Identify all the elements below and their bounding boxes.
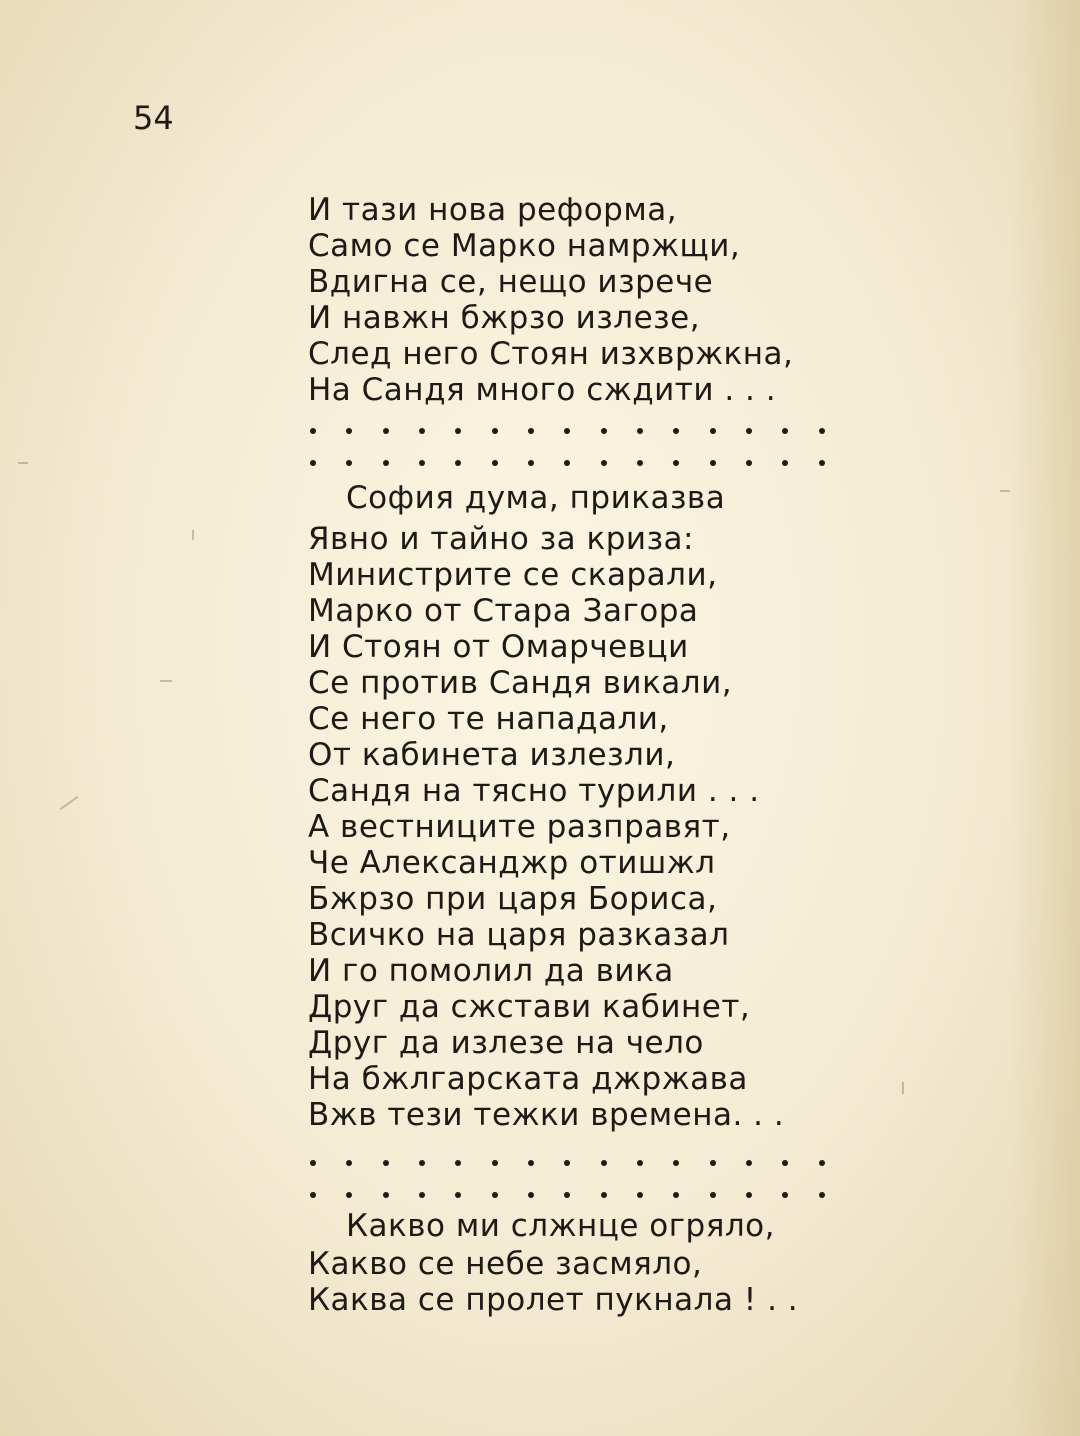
- poem-line: Каква се пролет пукнала ! . .: [308, 1282, 799, 1318]
- poem-line: Друг да излезе на чело: [308, 1025, 704, 1061]
- poem-line: Марко от Стара Загора: [308, 593, 699, 629]
- poem-line: Се против Сандя викали,: [308, 665, 733, 701]
- poem-line: Министрите се скарали,: [308, 557, 718, 593]
- dotted-separator: [310, 1192, 825, 1204]
- page-number: 54: [133, 99, 174, 137]
- poem-line: След него Стоян изхвржкна,: [308, 336, 794, 372]
- poem-line: Че Александжр отишжл: [308, 845, 716, 881]
- dotted-separator: [310, 428, 825, 440]
- paper-speck: [192, 530, 194, 540]
- poem-line: Явно и тайно за криза:: [308, 521, 694, 557]
- poem-line: И навжн бжрзо излезе,: [308, 300, 701, 336]
- poem-line: Сандя на тясно турили . . .: [308, 773, 760, 809]
- poem-line: Какво се небе засмяло,: [308, 1246, 703, 1282]
- paper-speck: [59, 796, 78, 810]
- poem-line: И Стоян от Омарчевци: [308, 629, 689, 665]
- poem-line: А вестниците разправят,: [308, 809, 731, 845]
- poem-line: На бжлгарската джржава: [308, 1061, 748, 1097]
- poem-line: И тази нова реформа,: [308, 192, 678, 228]
- dotted-separator: [310, 1160, 825, 1172]
- poem-line: Какво ми слжнце огряло,: [346, 1208, 776, 1244]
- poem-line: Всичко на царя разказал: [308, 917, 730, 953]
- paper-speck: [902, 1082, 904, 1094]
- poem-line: Друг да сжстави кабинет,: [308, 989, 751, 1025]
- poem-line: Само се Марко намржщи,: [308, 228, 741, 264]
- poem-line: И го помолил да вика: [308, 953, 674, 989]
- paper-speck: [1000, 490, 1010, 492]
- poem-line: Бжрзо при царя Бориса,: [308, 881, 718, 917]
- paper-speck: [18, 462, 28, 464]
- poem-line: София дума, приказва: [346, 480, 726, 516]
- poem-line: На Сандя много сждити . . .: [308, 372, 777, 408]
- poem-line: Вдигна се, нещо изрече: [308, 264, 714, 300]
- poem-line: От кабинета излезли,: [308, 737, 676, 773]
- dotted-separator: [310, 460, 825, 472]
- poem-line: Вжв тези тежки времена. . .: [308, 1097, 785, 1133]
- page-edge-shadow: [1010, 0, 1080, 1436]
- poem-line: Се него те нападали,: [308, 701, 669, 737]
- paper-speck: [160, 680, 172, 682]
